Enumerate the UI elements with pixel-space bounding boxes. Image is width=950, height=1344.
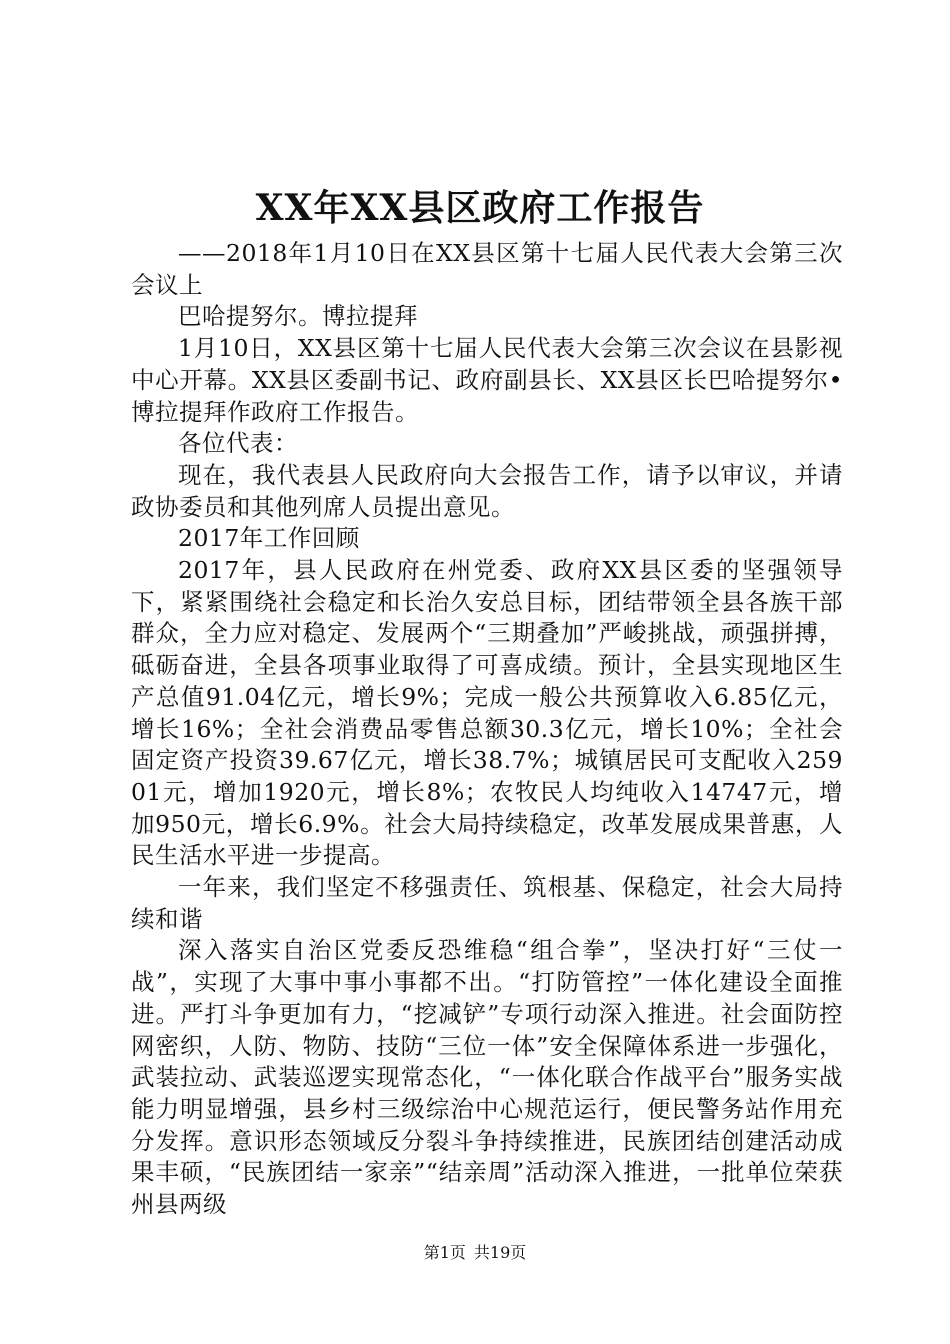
intro-paragraph: 1月10日，XX县区第十七届人民代表大会第三次会议在县影视中心开幕。XX县区委副书记、政府副县长、XX县区长巴哈提努尔•博拉提拜作政府工作报告。 <box>131 334 843 426</box>
salutation-paragraph: 各位代表： <box>178 429 298 458</box>
stability-detail-paragraph: 深入落实自治区党委反恐维稳“组合拳”，坚决打好“三仗一战”，实现了大事中事小事都不出。“打防管控”一体化建设全面推进。严打斗争更加有力，“挖减铲”专项行动深入推进。社会面防控网密织，人防、物防、技防“三位一体”安全保障体系进一步强化，武装拉动、武装巡逻实现常态化，“一体化联合作战平台”服务实战能力明显增强，县乡村三级综治中心规范运行，便民警务站作用充分发挥。意识形态领域反分裂斗争持续推进，民族团结创建活动成果丰硕，“民族团结一家亲”“结亲周”活动深入推进，一批单位荣获州县两级 <box>131 936 843 1219</box>
review-paragraph: 2017年，县人民政府在州党委、政府XX县区委的坚强领导下，紧紧围绕社会稳定和长治久安总目标，团结带领全县各族干部群众，全力应对稳定、发展两个“三期叠加”严峻挑战，顽强拼搏，砥砺奋进，全县各项事业取得了可喜成绩。预计，全县实现地区生产总值91.04亿元，增长9%；完成一般公共预算收入6.85亿元，增长16%；全社会消费品零售总额30.3亿元，增长10%；全社会固定资产投资39.67亿元，增长38.7%；城镇居民可支配收入25901元，增加1920元，增长8%；农牧民人均纯收入14747元，增加950元，增长6.9%。社会大局持续稳定，改革发展成果普惠，人民生活水平进一步提高。 <box>131 556 843 870</box>
page-footer <box>0 1242 950 1264</box>
stability-heading-paragraph: 一年来，我们坚定不移强责任、筑根基、保稳定，社会大局持续和谐 <box>131 873 843 933</box>
page-total: 共19页 <box>473 1243 527 1262</box>
section-heading-paragraph: 2017年工作回顾 <box>178 524 360 553</box>
subtitle-paragraph: ——2018年1月10日在XX县区第十七届人民代表大会第三次会议上 <box>131 239 843 299</box>
document-body <box>131 238 843 1221</box>
report-opening-paragraph: 现在，我代表县人民政府向大会报告工作，请予以审议，并请政协委员和其他列席人员提出意见。 <box>131 460 843 521</box>
speaker-paragraph: 巴哈提努尔。博拉提拜 <box>178 302 418 331</box>
page-number: 第1页 <box>423 1243 466 1262</box>
document-title: XX年XX县区政府工作报告 <box>255 187 705 229</box>
